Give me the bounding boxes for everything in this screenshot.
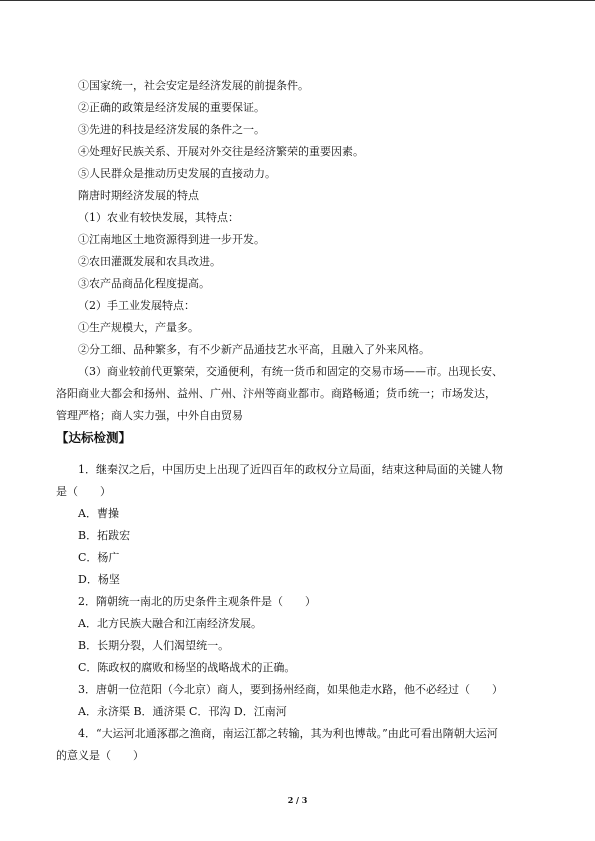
answer-option: A．北方民族大融合和江南经济发展。	[78, 617, 262, 630]
question-text: 4．“大运河北通涿郡之渔商，南运江都之转输，其为利也博哉。”由此可看出隋朝大运河	[78, 727, 498, 740]
text-line: 隋唐时期经济发展的特点	[78, 189, 199, 202]
answer-option: D．杨坚	[78, 573, 120, 586]
text-line: ①江南地区土地资源得到进一步开发。	[78, 233, 265, 246]
text-line: ③先进的科技是经济发展的条件之一。	[78, 123, 265, 136]
text-line: ①国家统一，社会安定是经济发展的前提条件。	[78, 79, 309, 92]
question-text: 3．唐朝一位范阳（今北京）商人，要到扬州经商，如果他走水路，他不必经过（ ）	[78, 683, 503, 696]
text-line: （3）商业较前代更繁荣，交通便利，有统一货币和固定的交易市场——市。出现长安、	[78, 365, 503, 378]
text-line: 洛阳商业大都会和扬州、益州、广州、汴州等商业都市。商路畅通；货币统一；市场发达，	[56, 387, 496, 400]
answer-option: B．拓跋宏	[78, 529, 131, 542]
text-line: ④处理好民族关系、开展对外交往是经济繁荣的重要因素。	[78, 145, 364, 158]
text-line: （2）手工业发展特点：	[78, 299, 195, 312]
top-border-line	[0, 0, 595, 1]
question-text: 的意义是（ ）	[56, 749, 144, 762]
section-heading: 【达标检测】	[56, 430, 132, 445]
answer-option: B．长期分裂，人们渴望统一。	[78, 639, 230, 652]
text-line: ①生产规模大，产量多。	[78, 321, 199, 334]
text-line: （1）农业有较快发展，其特点：	[78, 211, 239, 224]
text-line: ②农田灌溉发展和农具改进。	[78, 255, 221, 268]
question-text: 2．隋朝统一南北的历史条件主观条件是（ ）	[78, 595, 316, 608]
text-line: ②分工细、品种繁多，有不少新产品通技艺水平高，且融入了外来风格。	[78, 343, 430, 356]
question-text: 1．继秦汉之后，中国历史上出现了近四百年的政权分立局面，结束这种局面的关键人物	[78, 463, 503, 476]
answer-option: A．曹操	[78, 507, 119, 520]
answer-option: C．陈政权的腐败和杨坚的战略战术的正确。	[78, 661, 296, 674]
text-line: ②正确的政策是经济发展的重要保证。	[78, 101, 265, 114]
page-number: 2 / 3	[287, 795, 308, 805]
answer-option: C．杨广	[78, 551, 120, 564]
question-text: 是（ ）	[56, 485, 111, 498]
text-line: ③农产品商品化程度提高。	[78, 277, 210, 290]
text-line: ⑤人民群众是推动历史发展的直接动力。	[78, 167, 276, 180]
text-line: 管理严格；商人实力强，中外自由贸易	[56, 409, 243, 422]
answer-options: A．永济渠 B．通济渠 C．邗沟 D．江南河	[78, 705, 287, 718]
